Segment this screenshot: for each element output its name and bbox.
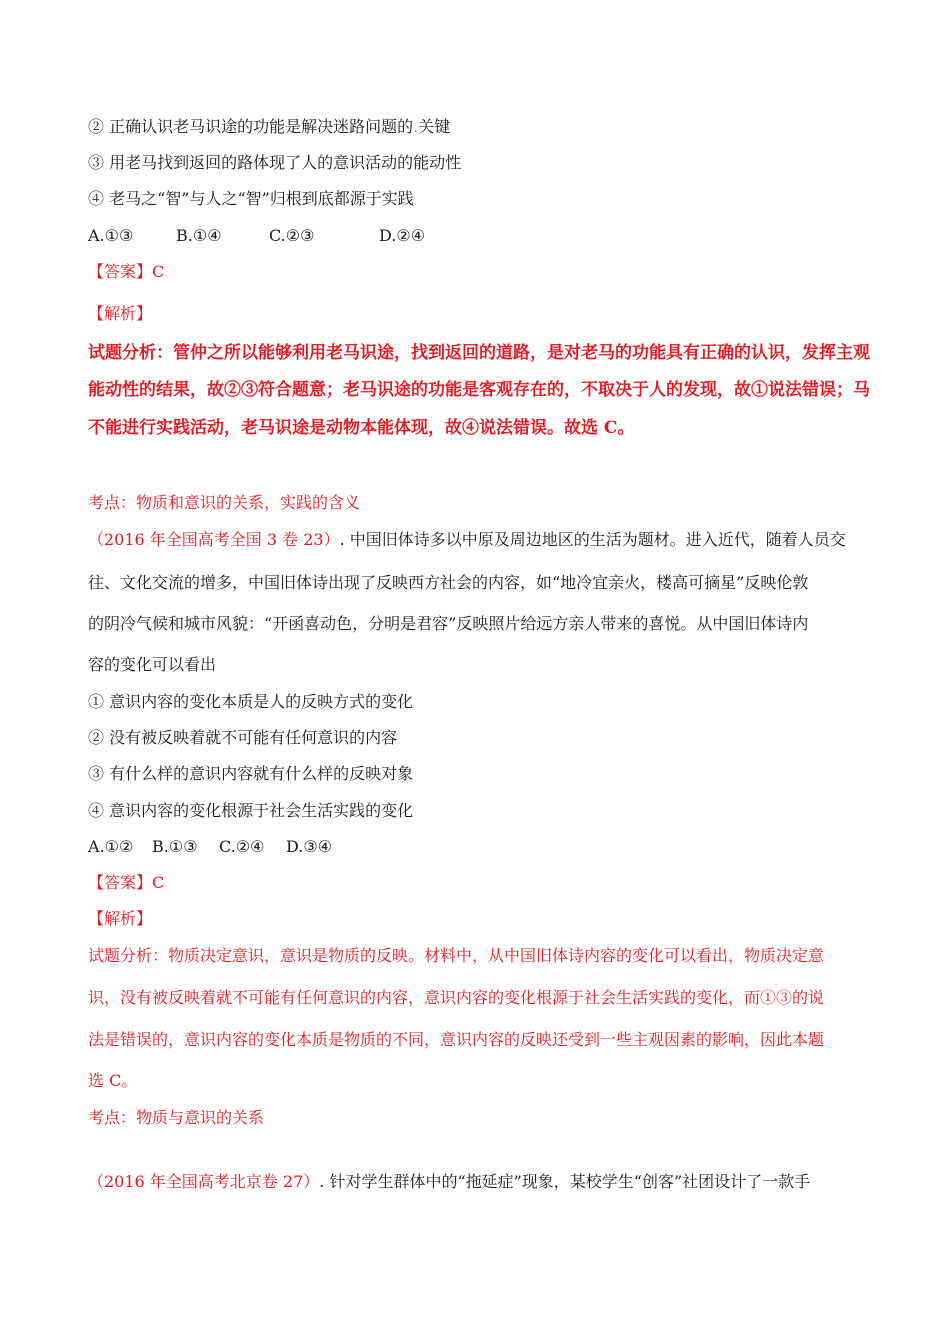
q1-analysis-line-3: 不能进行实践活动，老马识途是动物本能体现，故④说法错误。故选 C。	[88, 418, 635, 438]
q1-choices	[88, 226, 868, 246]
q1-analysis-label: 【解析】	[88, 304, 153, 323]
q2-answer-label: 【答案】	[88, 873, 153, 892]
q2-stem-line-1	[88, 530, 868, 550]
q2-option-1: ① 意识内容的变化本质是人的反映方式的变化	[88, 692, 414, 711]
q2-analysis-line-2: 识，没有被反映着就不可能有任何意识的内容，意识内容的变化根源于社会生活实践的变化，而①③的说	[88, 988, 825, 1007]
q2-choice-c: C.②④	[219, 837, 265, 856]
q1-choice-d: D.②④	[379, 226, 426, 245]
q1-answer	[88, 262, 868, 282]
q1-option-4: ④ 老马之“智”与人之“智”归根到底都源于实践	[88, 189, 414, 208]
q1-choice-b: B.①④	[176, 226, 222, 245]
stray-dot: .	[413, 117, 419, 136]
q1-analysis-line-2: 能动性的结果，故②③符合题意；老马识途的功能是客观存在的，不取决于人的发现，故①说法错误；马	[88, 380, 870, 400]
q2-choice-d: D.③④	[286, 837, 333, 856]
q2-kaodian: 考点：物质与意识的关系	[88, 1108, 265, 1127]
q2-source: （2016 年全国高考全国 3 卷 23）	[88, 530, 340, 549]
q3-stem-text: . 针对学生群体中的“拖延症”现象，某校学生“创客”社团设计了一款手	[319, 1172, 811, 1191]
q2-answer-value: C	[152, 873, 165, 892]
q2-analysis-line-4: 选 C。	[88, 1071, 138, 1090]
q2-stem-line-3: 的阴冷气候和城市风貌：“开函喜动色，分明是君容”反映照片给远方亲人带来的喜悦。从中国旧体诗内	[88, 614, 809, 633]
q1-choice-a: A.①③	[88, 226, 134, 245]
q1-option-2	[88, 117, 868, 137]
q2-stem-line-2: 往、文化交流的增多，中国旧体诗出现了反映西方社会的内容，如“地冷宜亲火，楼高可摘星”反映伦敦	[88, 573, 809, 592]
q2-analysis-line-3: 法是错误的，意识内容的变化本质是物质的不同，意识内容的反映还受到一些主观因素的影响，因此本题	[88, 1030, 825, 1049]
q1-option-3: ③ 用老马找到返回的路体现了人的意识活动的能动性	[88, 153, 462, 172]
q2-option-4: ④ 意识内容的变化根源于社会生活实践的变化	[88, 801, 414, 820]
q2-stem-line-4: 容的变化可以看出	[88, 655, 217, 674]
q2-choice-a: A.①②	[88, 837, 134, 856]
q1-kaodian: 考点：物质和意识的关系，实践的含义	[88, 493, 361, 512]
q2-analysis-label: 【解析】	[88, 909, 153, 928]
q1-answer-value: C	[152, 262, 165, 281]
q2-answer	[88, 873, 868, 893]
q3-source: （2016 年全国高考北京卷 27）	[88, 1172, 320, 1191]
q1-analysis-line-1: 试题分析：管仲之所以能够利用老马识途，找到返回的道路，是对老马的功能具有正确的认识，发挥主观	[88, 343, 870, 363]
q1-answer-label: 【答案】	[88, 262, 153, 281]
q2-option-2: ② 没有被反映着就不可能有任何意识的内容	[88, 728, 398, 747]
q2-option-3: ③ 有什么样的意识内容就有什么样的反映对象	[88, 764, 414, 783]
q2-choices	[88, 837, 868, 857]
q3-stem-line-1	[88, 1172, 868, 1192]
q2-choice-b: B.①③	[152, 837, 198, 856]
q1-option-2-text: ② 正确认识老马识途的功能是解决迷路问题的	[88, 117, 414, 136]
q1-option-2-tail: 关键	[418, 117, 451, 136]
q2-analysis-line-1: 试题分析：物质决定意识，意识是物质的反映。材料中，从中国旧体诗内容的变化可以看出，物质决定意	[88, 946, 825, 965]
q1-choice-c: C.②③	[269, 226, 315, 245]
q2-stem-text-1: . 中国旧体诗多以中原及周边地区的生活为题材。进入近代，随着人员交	[339, 530, 846, 549]
